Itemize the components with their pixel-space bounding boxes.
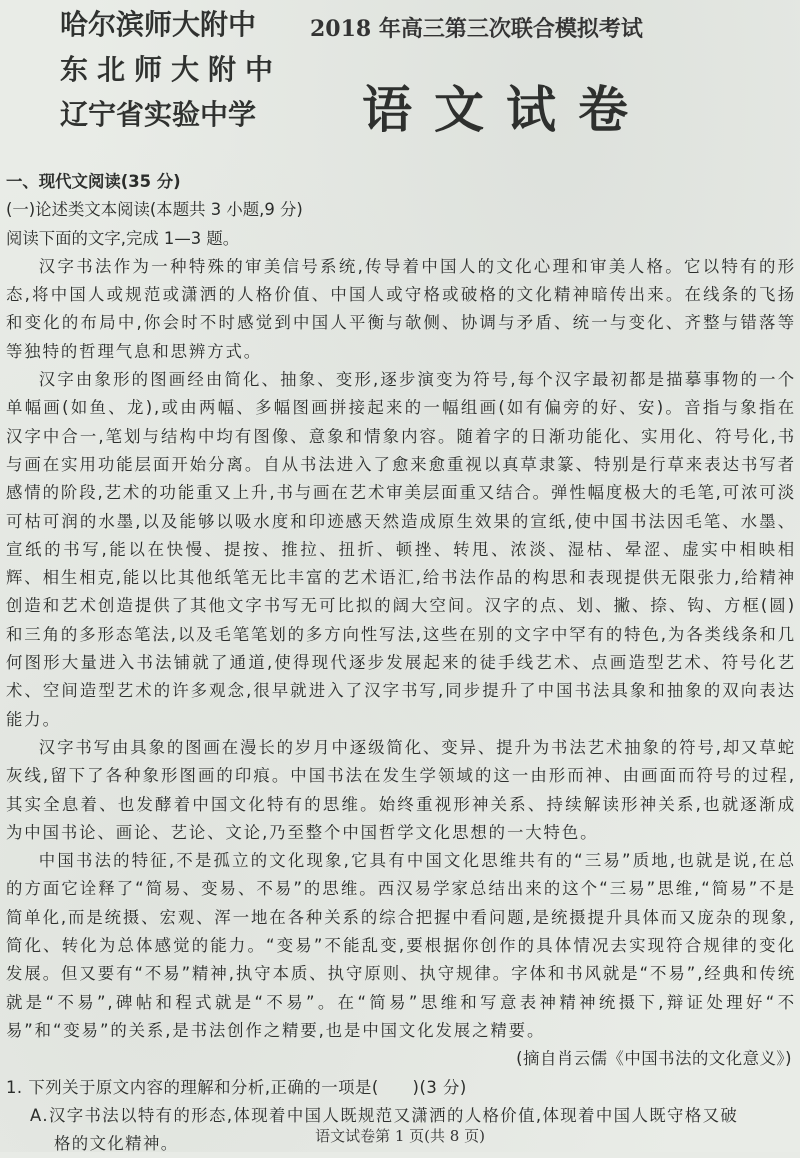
- option-label: A.: [30, 1106, 49, 1125]
- passage-paragraph: 汉字书法作为一种特殊的审美信号系统,传导着中国人的文化心理和审美人格。它以特有的形态,将中国人或规范或潇洒的人格价值、中国人或守格或破格的文化精神暗传出来。在线条的飞扬和变化的布局中,你会时不时感觉到中国人平衡与欹侧、协调与矛盾、统一与变化、齐整与错落等等独特的哲理气息和思辨方式。: [6, 253, 796, 366]
- school-name: 哈尔滨师大附中: [60, 2, 282, 47]
- page-footer: 语文试卷第 1 页(共 8 页): [0, 1125, 800, 1146]
- passage-source: (摘自肖云儒《中国书法的文化意义》): [6, 1045, 796, 1073]
- option-text-continuation: 格的文化精神。: [30, 1130, 796, 1158]
- reading-passage: [6, 253, 796, 1045]
- subject-title: 语文试卷: [362, 70, 650, 142]
- exam-content: [6, 168, 796, 1158]
- school-name: 辽宁省实验中学: [60, 92, 282, 137]
- school-name: 东北师大附中: [60, 47, 282, 92]
- passage-paragraph: 中国书法的特征,不是孤立的文化现象,它具有中国文化思维共有的“三易”质地,也就是说,在总的方面它诠释了“简易、变易、不易”的思维。西汉易学家总结出来的这个“三易”思维,“简易”不是简单化,而是统摄、宏观、浑一地在各种关系的综合把握中看问题,是统摄提升具体而又庞杂的现象,简化、转化为总体感觉的能力。“变易”不能乱变,要根据你创作的具体情况去实现符合规律的变化发展。但又要有“不易”精神,执守本质、执守原则、执守规律。字体和书风就是“不易”,经典和传统就是“不易”,碑帖和程式就是“不易”。在“简易”思维和写意表神精神统摄下,辩证处理好“不易”和“变易”的关系,是书法创作之精要,也是中国文化发展之精要。: [6, 847, 796, 1045]
- passage-paragraph: 汉字由象形的图画经由简化、抽象、变形,逐步演变为符号,每个汉字最初都是描摹事物的一个单幅画(如鱼、龙),或由两幅、多幅图画拼接起来的一幅组画(如有偏旁的好、安)。音指与象指在汉字中合一,笔划与结构中均有图像、意象和情象内容。随着字的日渐功能化、实用化、符号化,书与画在实用功能层面开始分离。自从书法进入了愈来愈重视以真草隶篆、特别是行草来表达书写者感情的阶段,艺术的功能重又上升,书与画在艺术审美层面重又结合。弹性幅度极大的毛笔,可浓可淡可枯可润的水墨,以及能够以吸水度和印迹感天然造成原生效果的宣纸,使中国书法因毛笔、水墨、宣纸的书写,能以在快慢、提按、推拉、扭折、顿挫、转甩、浓淡、湿枯、晕涩、虚实中相映相辉、相生相克,能以比其他纸笔无比丰富的艺术语汇,给书法作品的构思和表现提供无限张力,给精神创造和艺术创造提供了其他文字书写无可比拟的阔大空间。汉字的点、划、撇、捺、钩、方框(圆)和三角的多形态笔法,以及毛笔笔划的多方向性写法,这些在别的文字中罕有的特色,为各类线条和几何图形大量进入书法铺就了通道,使得现代逐步发展起来的徒手线艺术、点画造型艺术、符号化艺术、空间造型艺术的许多观念,很早就进入了汉字书写,同步提升了中国书法具象和抽象的双向表达能力。: [6, 366, 796, 734]
- section-heading: 一、现代文阅读(35 分): [6, 168, 796, 196]
- reading-instruction: 阅读下面的文字,完成 1—3 题。: [6, 225, 796, 253]
- option-text: 汉字书法以特有的形态,体现着中国人既规范又潇洒的人格价值,体现着中国人既守格又破: [49, 1106, 738, 1125]
- school-names: [60, 2, 282, 137]
- sub-heading: (一)论述类文本阅读(本题共 3 小题,9 分): [6, 196, 796, 224]
- question-stem: 1. 下列关于原文内容的理解和分析,正确的一项是( )(3 分): [6, 1074, 796, 1102]
- exam-title: 2018 年高三第三次联合模拟考试: [310, 12, 643, 43]
- passage-paragraph: 汉字书写由具象的图画在漫长的岁月中逐级简化、变异、提升为书法艺术抽象的符号,却又草蛇灰线,留下了各种象形图画的印痕。中国书法在发生学领域的这一由形而神、由画面而符号的过程,其实全息着、也发酵着中国文化特有的思维。始终重视形神关系、持续解读形神关系,也就逐渐成为中国书论、画论、艺论、文论,乃至整个中国哲学文化思想的一大特色。: [6, 734, 796, 847]
